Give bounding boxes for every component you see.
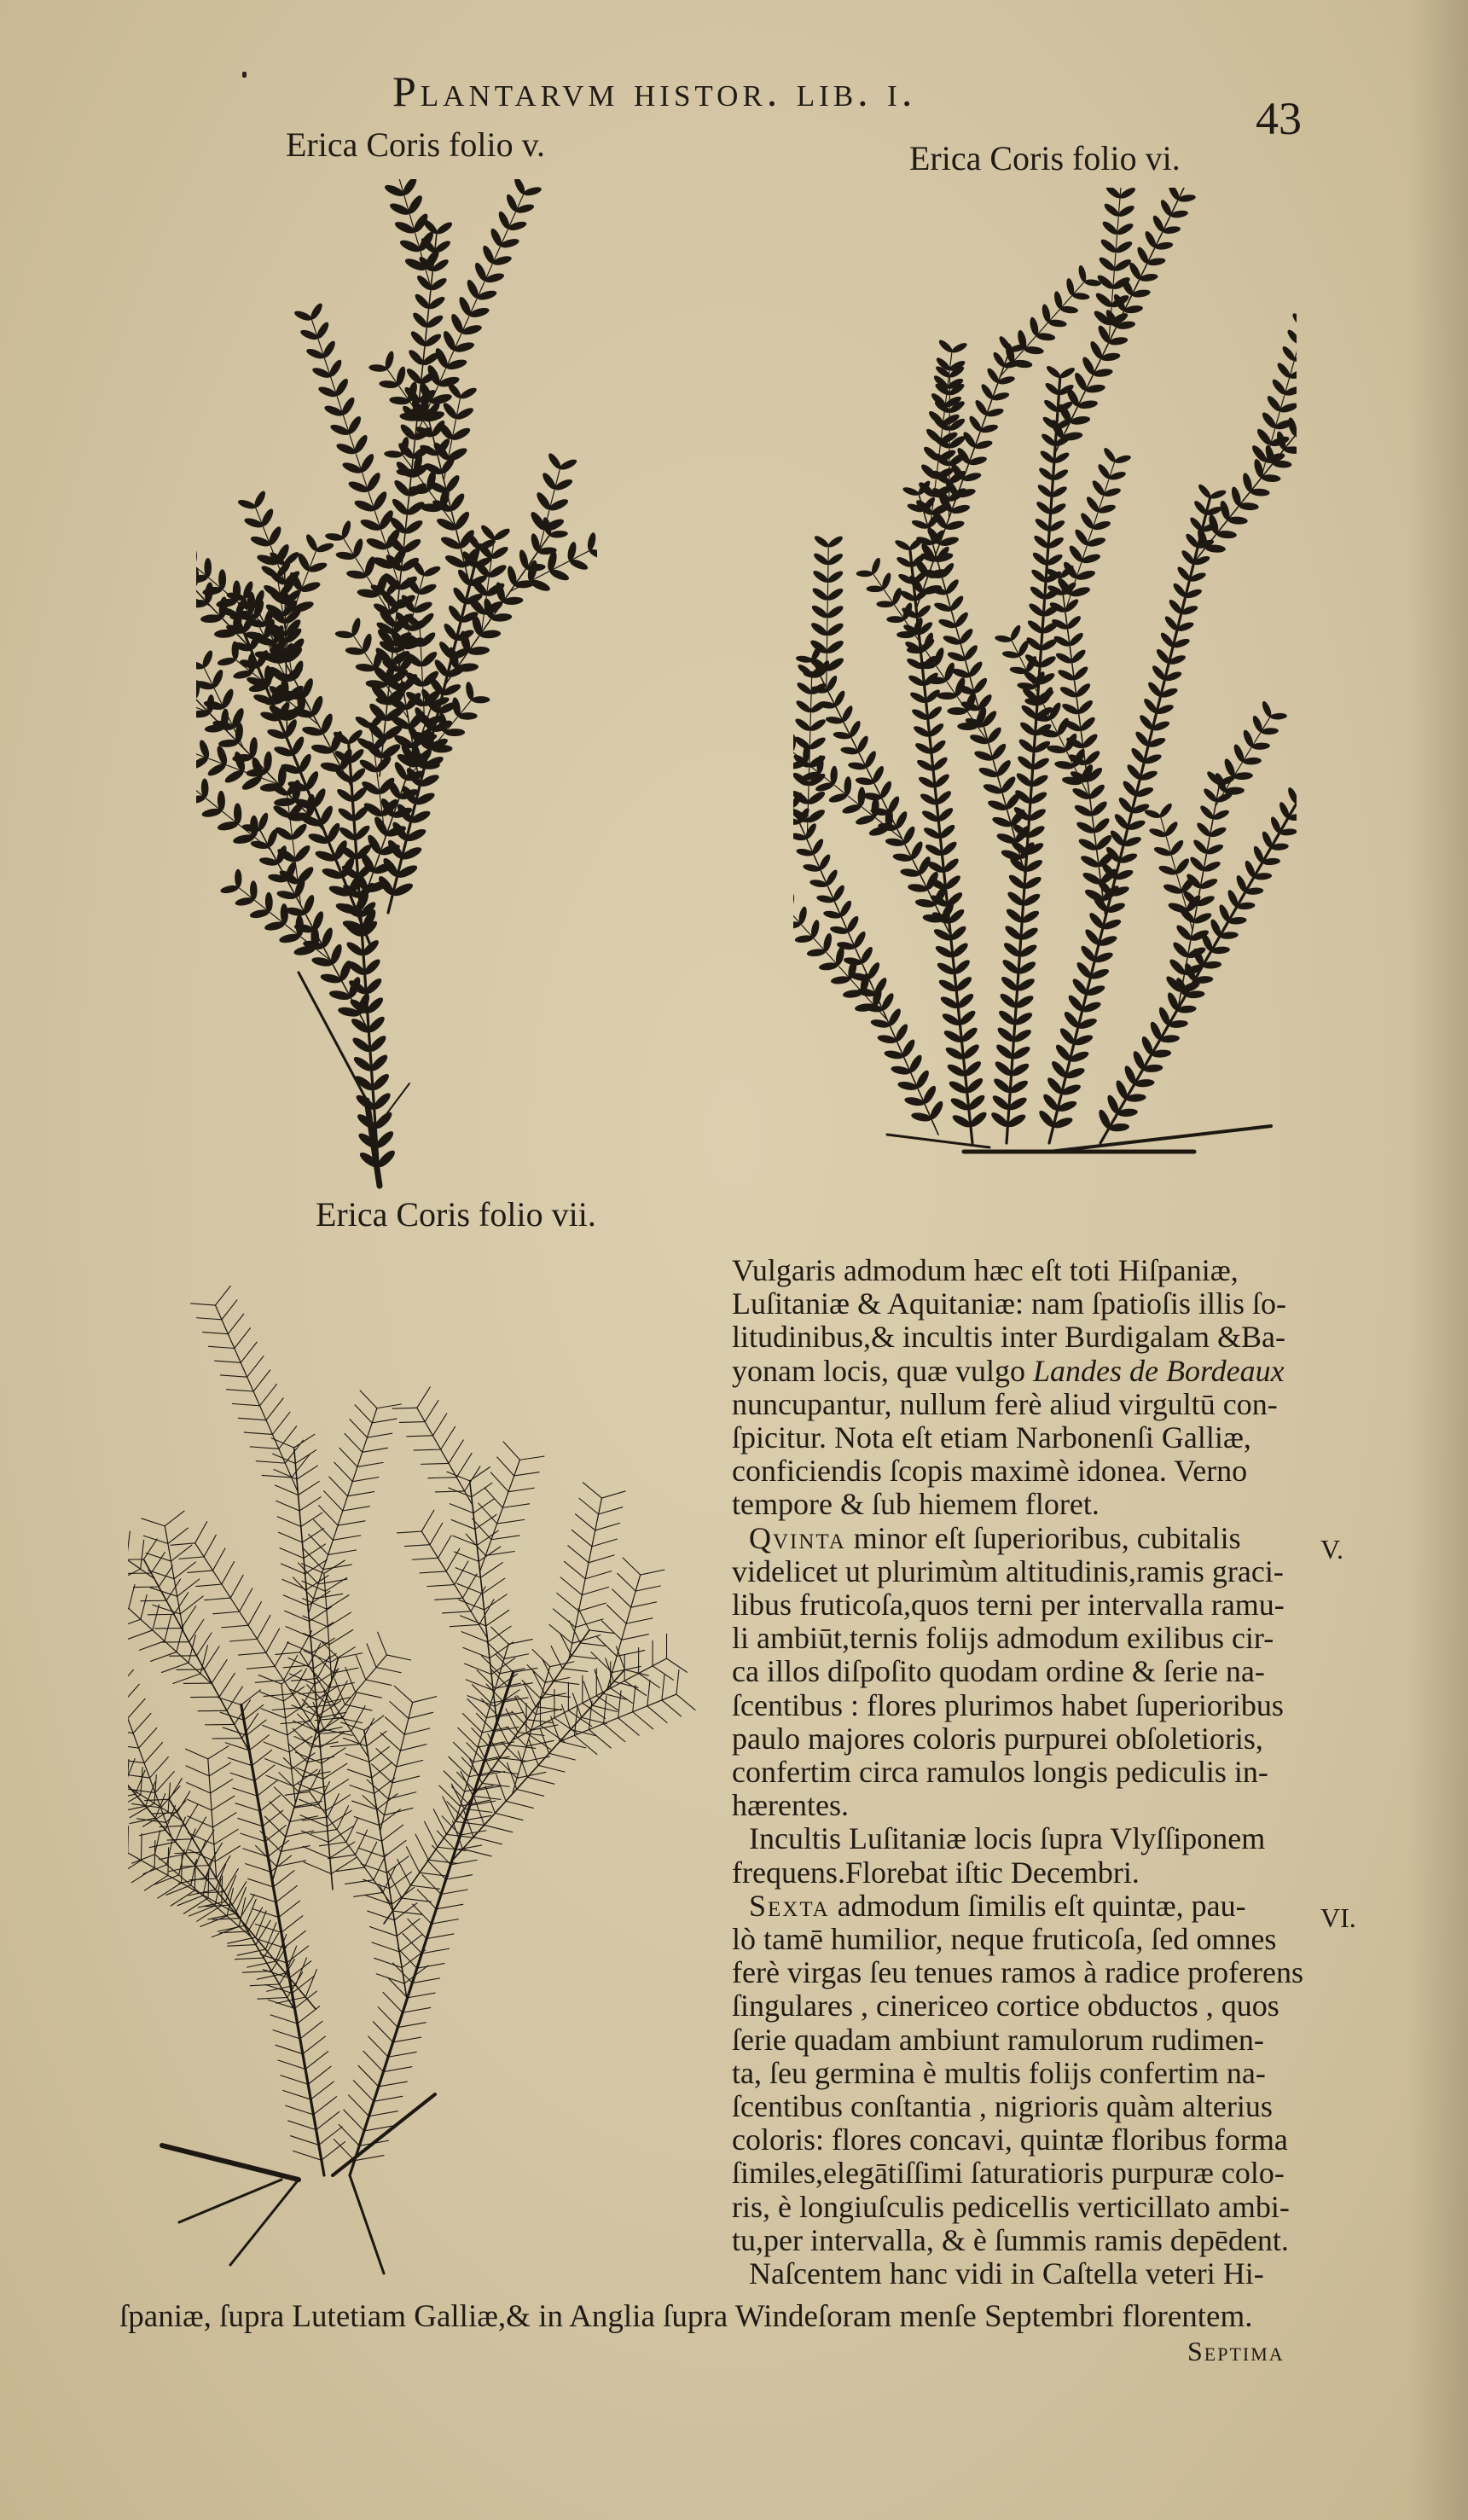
text-line: videlicet ut plurimùm altitudinis,ramis graci- <box>732 1553 1284 1588</box>
erica-coris-folio-vi-woodcut <box>793 188 1297 1194</box>
paragraph-quinta <box>732 1522 1329 1823</box>
page-edge-shadow <box>1408 0 1468 2520</box>
text-line: libus fruticoſa,quos terni per intervalla ramu- <box>732 1588 1285 1623</box>
paragraph-quinta-locality <box>732 1822 1329 1889</box>
text-line: ſimiles,elegātiſſimi ſaturatioris purpuræ colo- <box>732 2156 1285 2191</box>
text-line: ris, è longiuſculis pedicellis verticillato ambi- <box>732 2189 1290 2224</box>
text-fragment: minor eſt ſuperioribus, cubitalis <box>845 1520 1241 1555</box>
text-line: tempore & ſub hiemem floret. <box>732 1487 1100 1522</box>
text-line: lò tamē humilior, neque fruticoſa, ſed omnes <box>732 1922 1277 1957</box>
body-text <box>732 1254 1329 2291</box>
paragraph-sexta-locality <box>732 2257 1329 2291</box>
text-line: ferè virgas ſeu tenues ramos à radice proferens <box>732 1955 1304 1990</box>
text-line: paulo majores coloris purpurei obſoletioris, <box>732 1721 1263 1756</box>
text-line: ca illos diſpoſito quodam ordine & ſerie na- <box>732 1654 1265 1689</box>
text-line: Vulgaris admodum hæc eſt toti Hiſpaniæ, <box>732 1253 1239 1287</box>
text-line: ſerie quadam ambiunt ramulorum rudimen- <box>732 2022 1264 2057</box>
text-line: li ambiūt,ternis folijs admodum exilibus cir- <box>732 1621 1274 1656</box>
erica-coris-folio-vii-woodcut <box>128 1241 742 2282</box>
text-line: Luſitaniæ & Aquitaniæ: nam ſpatioſis illis ſo- <box>732 1286 1286 1321</box>
caption-erica-vi: Erica Coris folio vi. <box>909 139 1181 177</box>
text-fragment: admodum ſimilis eſt quintæ, pau- <box>829 1888 1246 1923</box>
paragraph-sexta <box>732 1890 1329 2257</box>
text-line: ta, ſeu germina è multis folijs confertim na- <box>732 2055 1266 2090</box>
section-lead-sexta: Sexta <box>749 1888 830 1923</box>
text-line: coloris: flores concavi, quintæ floribus forma <box>732 2122 1288 2157</box>
text-line: nuncupantur, nullum ferè aliud virgultū con- <box>732 1386 1278 1421</box>
text-line: ſingulares , cinericeo cortice obductos , quos <box>732 1989 1279 2024</box>
margin-note-v: V. <box>1320 1534 1343 1565</box>
text-fragment: yonam locis, quæ vulgo <box>732 1353 1033 1388</box>
vernacular-name: Landes de Bordeaux <box>1033 1353 1285 1388</box>
section-lead-quinta: Qvinta <box>749 1520 846 1555</box>
running-head: Plantarvm histor. lib. i. <box>392 67 917 115</box>
text-line: confertim circa ramulos longis pediculis in- <box>732 1755 1268 1790</box>
text-line <box>732 1522 1329 1555</box>
text-line <box>732 1355 1329 1388</box>
margin-note-vi: VI. <box>1320 1902 1356 1933</box>
paragraph-distribution <box>732 1254 1329 1522</box>
erica-coris-folio-v-woodcut <box>196 179 597 1194</box>
text-line: litudinibus,& incultis inter Burdigalam &Ba- <box>732 1320 1285 1355</box>
caption-erica-vii: Erica Coris folio vii. <box>316 1195 596 1234</box>
text-line: hærentes. <box>732 1788 849 1823</box>
text-line: frequens.Florebat iſtic Decembri. <box>732 1855 1140 1890</box>
text-line: conficiendis ſcopis maximè idonea. Verno <box>732 1454 1248 1489</box>
text-line <box>732 1890 1329 1923</box>
ink-speck <box>242 72 247 78</box>
text-line: Naſcentem hanc vidi in Caſtella veteri Hi- <box>749 2256 1264 2291</box>
full-width-last-line: ſpaniæ, ſupra Lutetiam Galliæ,& in Anglia ſupra Windeſoram menſe Septembri florentem. <box>119 2299 1253 2334</box>
catchword: Septima <box>1187 2336 1285 2366</box>
text-line: Incultis Luſitaniæ locis ſupra Vlyſſiponem <box>749 1821 1266 1856</box>
text-line: tu,per intervalla, & è ſummis ramis depēdent. <box>732 2222 1289 2257</box>
text-line: ſcentibus conſtantia , nigrioris quàm alterius <box>732 2089 1273 2124</box>
text-line: ſcentibus : flores plurimos habet ſuperioribus <box>732 1687 1284 1722</box>
text-line: ſpicitur. Nota eſt etiam Narbonenſi Galliæ, <box>732 1420 1251 1455</box>
caption-erica-v: Erica Coris folio v. <box>286 125 546 164</box>
page-number: 43 <box>1256 93 1302 144</box>
